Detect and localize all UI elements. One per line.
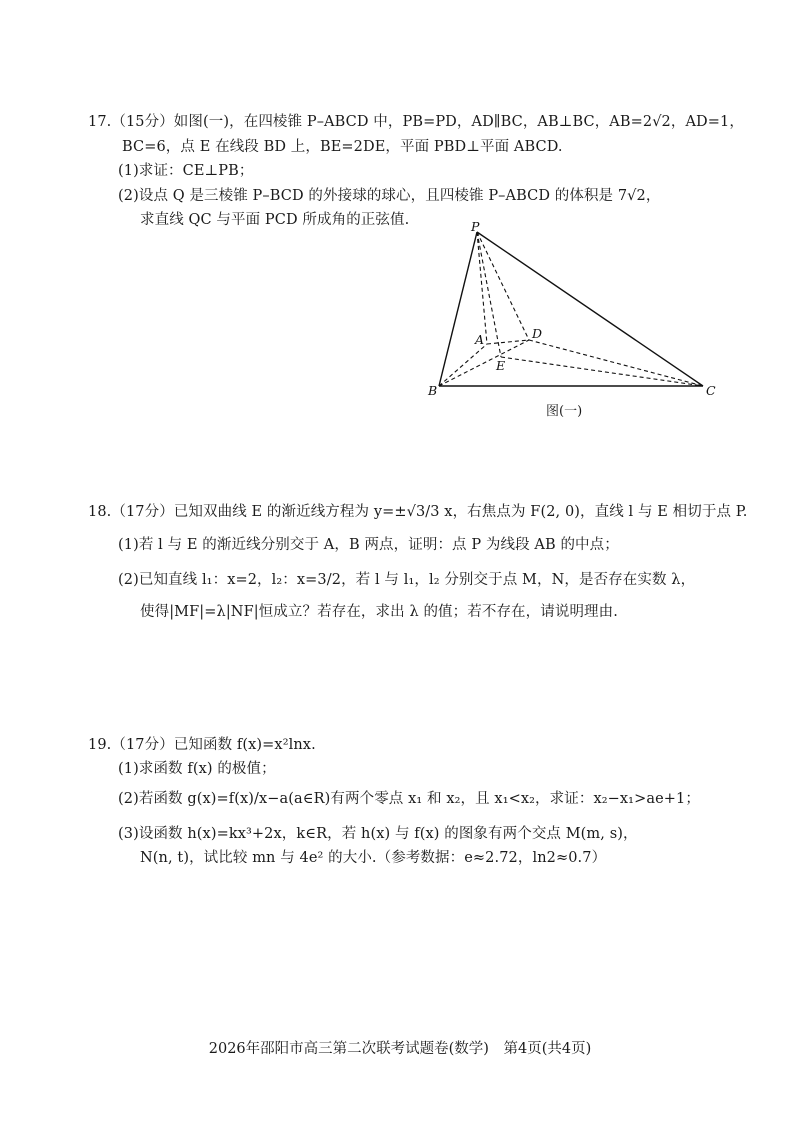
q18-part1: (1)若 l 与 E 的渐近线分别交于 A，B 两点，证明：点 P 为线段 AB 的中点； [118, 537, 619, 553]
label-C: C [706, 383, 716, 398]
q17-line2: BC=6，点 E 在线段 BD 上，BE=2DE，平面 PBD⊥平面 ABCD. [122, 139, 563, 155]
edge-EC [501, 357, 703, 386]
label-B: B [428, 383, 438, 398]
edge-PB [439, 232, 477, 386]
pyramid-figure [425, 220, 725, 400]
q18-line1: 18.（17分）已知双曲线 E 的渐近线方程为 y=±√3/3 x，右焦点为 F(2, 0)，直线 l 与 E 相切于点 P. [88, 504, 748, 520]
edge-PA [477, 232, 487, 344]
q17-line1: 17.（15分）如图(一)，在四棱锥 P–ABCD 中，PB=PD，AD∥BC，AB⊥BC，AB=2√2，AD=1， [88, 114, 744, 130]
label-D: D [532, 326, 543, 341]
q19-part2: (2)若函数 g(x)=f(x)/x−a(a∈R)有两个零点 x₁ 和 x₂，且 x₁<x₂，求证：x₂−x₁>ae+1； [118, 791, 700, 807]
q18-part2: (2)已知直线 l₁：x=2，l₂：x=3/2，若 l 与 l₁，l₂ 分别交于点 M，N，是否存在实数 λ， [118, 572, 696, 588]
label-E: E [496, 358, 506, 373]
edge-DC [529, 340, 703, 386]
edge-PC [477, 232, 703, 386]
figure-caption: 图(一) [546, 404, 583, 419]
q19-part3-cont: N(n, t)，试比较 mn 与 4e² 的大小.（参考数据：e≈2.72，ln2≈0.7） [140, 850, 607, 866]
page-footer: 2026年邵阳市高三第二次联考试题卷(数学) 第4页(共4页) [208, 1041, 592, 1057]
q19-part1: (1)求函数 f(x) 的极值； [118, 761, 276, 777]
q19-line1: 19.（17分）已知函数 f(x)=x²lnx. [88, 737, 316, 753]
q19-part3: (3)设函数 h(x)=kx³+2x，k∈R，若 h(x) 与 f(x) 的图象有两个交点 M(m, s)， [118, 826, 638, 842]
q17-part1: (1)求证：CE⊥PB； [118, 163, 254, 179]
label-P: P [471, 220, 480, 234]
q17-part2-cont: 求直线 QC 与平面 PCD 所成角的正弦值. [140, 212, 410, 228]
label-A: A [475, 332, 485, 347]
q18-part2-cont: 使得|MF|=λ|NF|恒成立？若存在，求出 λ 的值；若不存在，请说明理由. [140, 604, 618, 620]
q17-part2: (2)设点 Q 是三棱锥 P–BCD 的外接球的球心，且四棱锥 P–ABCD 的体积是 7√2， [118, 188, 661, 204]
